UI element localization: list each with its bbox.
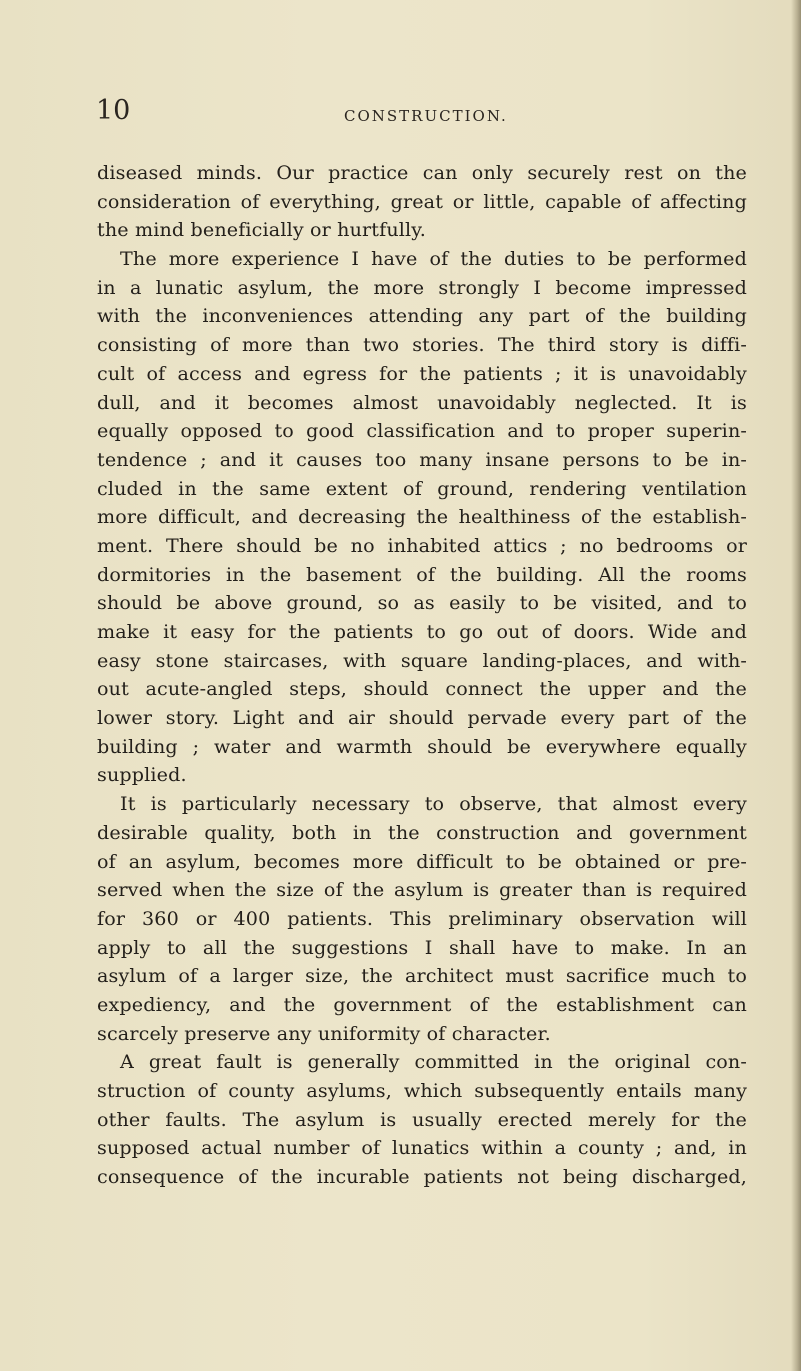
text-line: A great fault is generally committed in the original con- xyxy=(120,1050,747,1074)
text-line: dormitories in the basement of the building. All the rooms xyxy=(97,562,747,586)
text-line: desirable quality, both in the construction and government xyxy=(97,820,747,844)
text-line: scarcely preserve any uniformity of character. xyxy=(97,1021,551,1045)
text-line: tendence ; and it causes too many insane persons to be in- xyxy=(97,447,747,471)
text-line: consideration of everything, great or little, capable of affecting xyxy=(97,189,747,213)
text-line: dull, and it becomes almost unavoidably neglected. It is xyxy=(97,390,747,414)
text-line: out acute-angled steps, should connect the upper and the xyxy=(97,677,747,701)
text-line: served when the size of the asylum is greater than is required xyxy=(97,878,747,902)
text-line: apply to all the suggestions I shall have to make. In an xyxy=(97,935,747,959)
page-edge-shadow xyxy=(791,0,801,1371)
text-line: expediency, and the government of the establishment can xyxy=(97,992,747,1016)
text-line: supposed actual number of lunatics within a county ; and, in xyxy=(97,1136,747,1160)
text-line: of an asylum, becomes more difficult to be obtained or pre- xyxy=(97,849,747,873)
text-line: cult of access and egress for the patients ; it is unavoidably xyxy=(97,361,747,385)
text-line: make it easy for the patients to go out of doors. Wide and xyxy=(97,620,747,643)
text-line: It is particularly necessary to observe, that almost every xyxy=(120,792,747,816)
text-line: struction of county asylums, which subsequently entails many xyxy=(97,1079,747,1102)
text-line: should be above ground, so as easily to be visited, and to xyxy=(97,591,747,615)
text-line: consequence of the incurable patients not being discharged, xyxy=(97,1165,747,1189)
text-line: asylum of a larger size, the architect must sacrifice much to xyxy=(97,964,747,988)
text-line: other faults. The asylum is usually erected merely for the xyxy=(97,1107,747,1131)
text-line: for 360 or 400 patients. This preliminary observation will xyxy=(97,906,747,930)
running-head: CONSTRUCTION. xyxy=(344,107,508,125)
text-line: the mind beneficially or hurtfully. xyxy=(97,218,426,242)
text-line: with the inconveniences attending any part of the building xyxy=(97,304,747,328)
text-line: consisting of more than two stories. The third story is diffi- xyxy=(97,333,747,357)
body-text xyxy=(97,159,747,1192)
text-line: diseased minds. Our practice can only securely rest on the xyxy=(97,161,747,184)
text-line: lower story. Light and air should pervade every part of the xyxy=(97,706,747,730)
text-line: building ; water and warmth should be everywhere equally xyxy=(97,734,747,758)
page-number: 10 xyxy=(96,95,131,126)
text-line: supplied. xyxy=(97,763,187,787)
text-line: in a lunatic asylum, the more strongly I become impressed xyxy=(97,275,747,299)
text-line: more difficult, and decreasing the healthiness of the establish- xyxy=(97,505,747,529)
text-line: easy stone staircases, with square landing-places, and with- xyxy=(97,648,747,672)
text-line: equally opposed to good classification and to proper superin- xyxy=(97,419,747,443)
text-line: cluded in the same extent of ground, rendering ventilation xyxy=(97,476,747,500)
text-line: The more experience I have of the duties to be performed xyxy=(120,247,747,271)
page-header xyxy=(0,92,801,138)
text-line: ment. There should be no inhabited attics ; no bedrooms or xyxy=(97,533,747,557)
